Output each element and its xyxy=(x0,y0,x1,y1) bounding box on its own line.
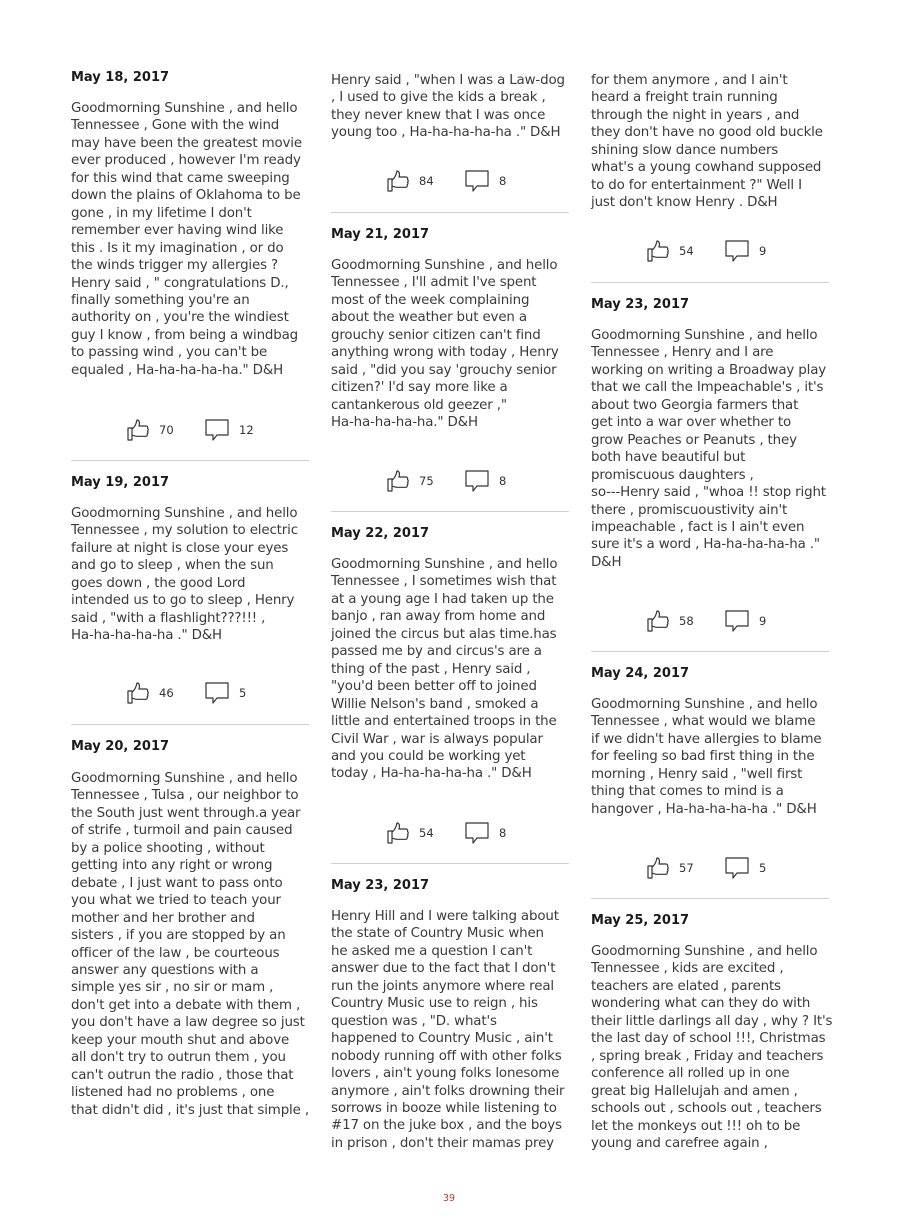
text-line: hangover , Ha-ha-ha-ha-ha ." D&H xyxy=(591,801,817,817)
text-line: down the plains of Oklahoma to be xyxy=(71,188,301,204)
text-line: all don't try to outrun them , you xyxy=(71,1050,286,1066)
text-line: Goodmorning Sunshine , and hello xyxy=(591,697,818,712)
text-line: question was , "D. what's xyxy=(331,1013,497,1029)
like-button[interactable] xyxy=(386,466,434,496)
text-line: D&H xyxy=(591,554,622,570)
text-line: run the joints anymore where real xyxy=(331,978,554,994)
comment-count: 9 xyxy=(759,244,767,258)
post-date: May 23, 2017 xyxy=(331,878,430,893)
comment-count: 8 xyxy=(499,174,507,188)
text-line: the winds trigger my allergies ? xyxy=(71,258,278,274)
text-line: Henry said , "when I was a Law-dog xyxy=(331,73,565,88)
text-line: Goodmorning Sunshine , and hello xyxy=(71,506,298,521)
text-line: thing of the past , Henry said , xyxy=(331,661,531,677)
comment-count: 5 xyxy=(239,686,247,700)
like-button[interactable] xyxy=(386,818,434,848)
text-line: Tennessee , Gone with the wind xyxy=(71,118,280,134)
text-line: shining slow dance numbers xyxy=(591,142,779,158)
divider xyxy=(331,212,569,213)
text-line: #17 on the juke box , and the boys xyxy=(331,1118,562,1134)
comment-count: 12 xyxy=(239,423,254,437)
thumbs-up-icon xyxy=(386,169,410,193)
thumbs-up-icon xyxy=(126,681,150,705)
text-line: what's a young cowhand supposed xyxy=(591,160,822,176)
like-count: 58 xyxy=(679,614,694,628)
divider xyxy=(331,863,569,864)
text-line: goes down , the good Lord xyxy=(71,575,246,591)
comment-icon xyxy=(724,855,750,881)
text-line: guy I know , from being a windbag xyxy=(71,327,299,343)
text-line: thing that comes to mind is a xyxy=(591,784,784,800)
text-line: passed me by and circus's are a xyxy=(331,644,542,660)
post-reactions xyxy=(331,166,569,196)
text-line: sorrows in booze while listening to xyxy=(331,1100,557,1116)
like-button[interactable] xyxy=(126,678,174,708)
comment-button[interactable] xyxy=(724,853,766,883)
like-count: 70 xyxy=(159,423,174,437)
thumbs-up-icon xyxy=(386,821,410,845)
post-text xyxy=(591,943,833,1152)
like-button[interactable] xyxy=(646,853,694,883)
text-line: schools out , schools out , teachers xyxy=(591,1101,822,1117)
text-line: you what we tried to teach your xyxy=(71,893,281,909)
comment-icon xyxy=(204,680,230,706)
post-reactions xyxy=(591,606,829,636)
text-line: young and carefree again , xyxy=(591,1135,768,1151)
text-line: Henry Hill and I were talking about xyxy=(331,909,559,924)
text-line: and go to sleep , when the sun xyxy=(71,558,274,574)
text-line: mother and her brother and xyxy=(71,910,255,926)
text-line: Goodmorning Sunshine , and hello xyxy=(71,771,298,786)
text-line: citizen?' I'd say more like a xyxy=(331,380,508,396)
text-line: can't outrun the radio , those that xyxy=(71,1067,294,1083)
post-text xyxy=(591,72,829,212)
post-date: May 23, 2017 xyxy=(591,297,690,312)
thumbs-up-icon xyxy=(646,609,670,633)
post-text xyxy=(331,72,569,142)
text-line: finally something you're an xyxy=(71,292,250,308)
like-count: 84 xyxy=(419,174,434,188)
text-line: today , Ha-ha-ha-ha-ha ." D&H xyxy=(331,766,532,782)
text-line: officer of the law , be courteous xyxy=(71,945,280,961)
text-line: answer any questions with a xyxy=(71,962,259,978)
thumbs-up-icon xyxy=(386,469,410,493)
text-line: they don't have no good old buckle xyxy=(591,125,823,141)
text-line: little and entertained troops in the xyxy=(331,714,557,730)
post-date: May 25, 2017 xyxy=(591,913,690,928)
column-2 xyxy=(331,0,569,1180)
post-date: May 21, 2017 xyxy=(331,227,430,242)
text-line: anymore , ain't folks drowning their xyxy=(331,1083,565,1099)
comment-button[interactable] xyxy=(204,415,254,445)
divider xyxy=(591,898,829,899)
text-line: failure at night is close your eyes xyxy=(71,540,289,556)
post-reactions xyxy=(591,853,829,883)
comment-count: 5 xyxy=(759,861,767,875)
post-date: May 19, 2017 xyxy=(71,475,170,490)
post-date: May 22, 2017 xyxy=(331,526,430,541)
text-line: the last day of school !!!, Christmas xyxy=(591,1031,826,1047)
text-line: , I used to give the kids a break , xyxy=(331,90,546,106)
text-line: gone , in my lifetime I don't xyxy=(71,205,252,221)
text-line: Goodmorning Sunshine , and hello xyxy=(71,101,298,116)
text-line: sisters , if you are stopped by an xyxy=(71,928,286,944)
post-reactions xyxy=(71,415,309,445)
text-line: said , "did you say 'grouchy senior xyxy=(331,362,557,378)
text-line: promiscuous daughters , xyxy=(591,467,754,483)
post-date: May 20, 2017 xyxy=(71,739,170,754)
comment-count: 9 xyxy=(759,614,767,628)
text-line: for this wind that came sweeping xyxy=(71,170,290,186)
text-line: wondering what can they do with xyxy=(591,996,811,1012)
text-line: debate , I just want to pass onto xyxy=(71,875,283,891)
post-date: May 18, 2017 xyxy=(71,70,170,85)
text-line: Tennessee , Tulsa , our neighbor to xyxy=(71,788,299,804)
text-line: and you could be working yet xyxy=(331,748,526,764)
text-line: banjo , ran away from home and xyxy=(331,609,546,625)
thumbs-up-icon xyxy=(126,418,150,442)
post-reactions xyxy=(331,466,569,496)
text-line: conference all rolled up in one xyxy=(591,1066,790,1082)
text-line: Goodmorning Sunshine , and hello xyxy=(331,258,558,273)
text-line: , spring break , Friday and teachers xyxy=(591,1048,824,1064)
text-line: Ha-ha-ha-ha-ha." D&H xyxy=(331,415,478,431)
page-number: 39 xyxy=(442,1193,456,1204)
text-line: working on writing a Broadway play xyxy=(591,362,827,378)
text-line: teachers are elated , parents xyxy=(591,978,781,994)
post-text xyxy=(331,908,569,1152)
text-line: for feeling so bad first thing in the xyxy=(591,749,815,765)
comment-button[interactable] xyxy=(724,606,766,636)
post-text xyxy=(591,327,829,571)
post-reactions xyxy=(331,818,569,848)
like-count: 54 xyxy=(679,244,694,258)
text-line: remember ever having wind like xyxy=(71,223,284,239)
like-count: 54 xyxy=(419,826,434,840)
comment-button[interactable] xyxy=(204,678,246,708)
text-line: don't get into a debate with them , xyxy=(71,997,301,1013)
text-line: listened had no problems , one xyxy=(71,1085,275,1101)
column-3 xyxy=(591,0,833,1180)
like-button[interactable] xyxy=(126,415,174,445)
text-line: in prison , don't their mamas prey xyxy=(331,1135,554,1151)
text-line: cantankerous old geezer ," xyxy=(331,397,507,413)
text-line: getting into any right or wrong xyxy=(71,858,273,874)
comment-icon xyxy=(204,417,230,443)
text-line: morning , Henry said , "well first xyxy=(591,766,803,782)
divider xyxy=(591,651,829,652)
text-line: heard a freight train running xyxy=(591,90,778,106)
post-text xyxy=(71,770,309,1119)
text-line: he asked me a question I can't xyxy=(331,943,533,959)
text-line: young too , Ha-ha-ha-ha-ha ." D&H xyxy=(331,125,561,141)
column-1 xyxy=(71,0,309,1180)
text-line: Tennessee , I sometimes wish that xyxy=(331,574,557,590)
text-line: ever produced , however I'm ready xyxy=(71,153,301,169)
text-line: simple yes sir , no sir or mam , xyxy=(71,980,274,996)
comment-icon xyxy=(464,468,490,494)
text-line: nobody running off with other folks xyxy=(331,1048,562,1064)
text-line: Tennessee , I'll admit I've spent xyxy=(331,275,537,291)
text-line: great big Hallelujah and amen , xyxy=(591,1083,798,1099)
comment-button[interactable] xyxy=(724,236,766,266)
text-line: impeachable , fact is I ain't even xyxy=(591,519,805,535)
comment-button[interactable] xyxy=(464,166,506,196)
text-line: Willie Nelson's band , smoked a xyxy=(331,696,539,712)
text-line: that we call the Impeachable's , it's xyxy=(591,380,824,396)
text-line: most of the week complaining xyxy=(331,292,530,308)
text-line: for them anymore , and I ain't xyxy=(591,73,788,88)
post-date: May 24, 2017 xyxy=(591,666,690,681)
comment-icon xyxy=(464,168,490,194)
text-line: to passing wind , you can't be xyxy=(71,345,268,361)
like-count: 46 xyxy=(159,686,174,700)
post-reactions xyxy=(591,236,829,266)
text-line: through the night in years , and xyxy=(591,107,800,123)
text-line: so---Henry said , "whoa !! stop right xyxy=(591,485,826,501)
text-line: the state of Country Music when xyxy=(331,926,544,942)
text-line: Tennessee , my solution to electric xyxy=(71,523,298,539)
post-reactions xyxy=(71,678,309,708)
text-line: keep your mouth shut and above xyxy=(71,1032,290,1048)
divider xyxy=(331,511,569,512)
text-line: grow Peaches or Peanuts , they xyxy=(591,432,797,448)
text-line: Ha-ha-ha-ha-ha ." D&H xyxy=(71,628,222,644)
divider xyxy=(71,724,309,725)
like-button[interactable] xyxy=(386,166,434,196)
text-line: grouchy senior citizen can't find xyxy=(331,327,541,343)
text-line: to do for entertainment ?" Well I xyxy=(591,177,802,193)
post-text xyxy=(331,556,569,783)
text-line: Tennessee , kids are excited , xyxy=(591,961,784,977)
comment-count: 8 xyxy=(499,474,507,488)
text-line: Goodmorning Sunshine , and hello xyxy=(331,557,558,572)
text-line: lovers , ain't young folks lonesome xyxy=(331,1066,560,1082)
text-line: Goodmorning Sunshine , and hello xyxy=(591,944,818,959)
text-line: they never knew that I was once xyxy=(331,107,546,123)
text-line: authority on , you're the windiest xyxy=(71,310,289,326)
thumbs-up-icon xyxy=(646,856,670,880)
comment-button[interactable] xyxy=(464,818,506,848)
text-line: just don't know Henry . D&H xyxy=(591,195,778,211)
text-line: Tennessee , Henry and I are xyxy=(591,345,774,361)
text-line: if we didn't have allergies to blame xyxy=(591,731,822,747)
text-line: at a young age I had taken up the xyxy=(331,591,554,607)
thumbs-up-icon xyxy=(646,239,670,263)
text-line: about two Georgia farmers that xyxy=(591,397,799,413)
post-text xyxy=(71,505,309,645)
like-button[interactable] xyxy=(646,606,694,636)
text-line: happened to Country Music , ain't xyxy=(331,1031,553,1047)
text-line: Goodmorning Sunshine , and hello xyxy=(591,328,818,343)
text-line: Henry said , " congratulations D., xyxy=(71,275,289,291)
text-line: Civil War , war is always popular xyxy=(331,731,543,747)
text-line: by a police shooting , without xyxy=(71,840,265,856)
like-count: 75 xyxy=(419,474,434,488)
comment-icon xyxy=(724,238,750,264)
text-line: both have beautiful but xyxy=(591,450,746,466)
text-line: there , promiscuoustivity ain't xyxy=(591,502,788,518)
post-text xyxy=(331,257,569,432)
text-line: may have been the greatest movie xyxy=(71,135,302,151)
text-line: get into a war over whether to xyxy=(591,415,792,431)
text-line: said , "with a flashlight???!!! , xyxy=(71,610,266,626)
text-line: sure it's a word , Ha-ha-ha-ha-ha ." xyxy=(591,537,820,553)
text-line: the South just went through.a year xyxy=(71,805,301,821)
post-text xyxy=(71,100,309,379)
comment-icon xyxy=(464,820,490,846)
text-line: Tennessee , what would we blame xyxy=(591,714,816,730)
like-button[interactable] xyxy=(646,236,694,266)
text-line: about the weather but even a xyxy=(331,310,527,326)
text-line: their little darlings all day , why ? It's xyxy=(591,1013,833,1029)
text-line: anything wrong with today , Henry xyxy=(331,345,559,361)
text-line: of strife , turmoil and pain caused xyxy=(71,823,293,839)
post-text xyxy=(591,696,829,818)
text-line: intended us to go to sleep , Henry xyxy=(71,593,295,609)
divider xyxy=(591,282,829,283)
comment-count: 8 xyxy=(499,826,507,840)
text-line: let the monkeys out !!! oh to be xyxy=(591,1118,801,1134)
like-count: 57 xyxy=(679,861,694,875)
comment-icon xyxy=(724,608,750,634)
text-line: "you'd been better off to joined xyxy=(331,679,537,695)
text-line: you don't have a law degree so just xyxy=(71,1015,305,1031)
text-line: answer due to the fact that I don't xyxy=(331,961,556,977)
comment-button[interactable] xyxy=(464,466,506,496)
text-line: joined the circus but alas time.has xyxy=(331,626,557,642)
text-line: this . Is it my imagination , or do xyxy=(71,240,284,256)
text-line: that didn't did , it's just that simple , xyxy=(71,1102,309,1118)
text-line: Country Music use to reign , his xyxy=(331,996,538,1012)
text-line: equaled , Ha-ha-ha-ha-ha." D&H xyxy=(71,362,284,378)
divider xyxy=(71,460,309,461)
